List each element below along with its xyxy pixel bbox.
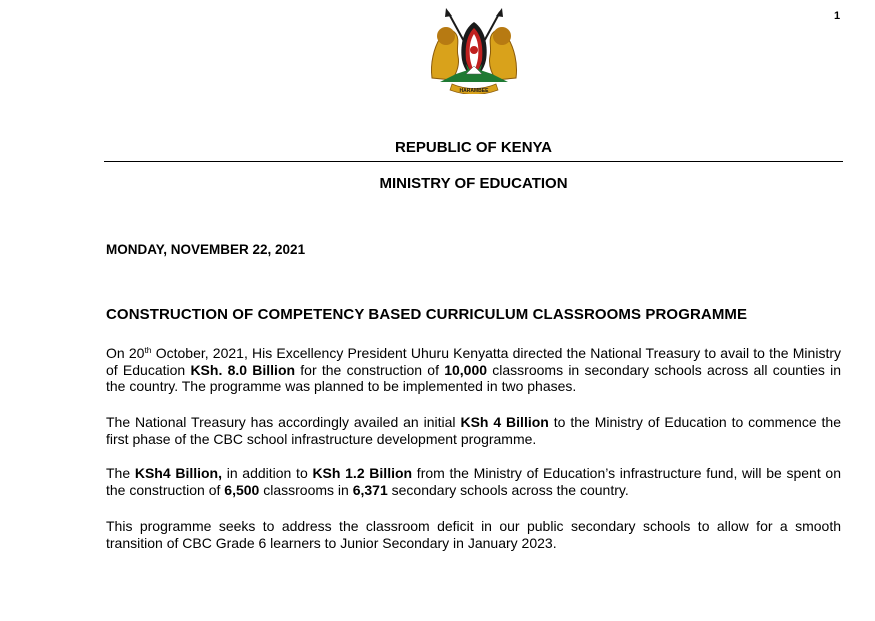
paragraph-2: The National Treasury has accordingly availed an initial KSh 4 Billion to the Ministry of Education to commence the first phase of the CBC school infrastructure development programme. <box>106 414 842 447</box>
document-title: CONSTRUCTION OF COMPETENCY BASED CURRICULUM CLASSROOMS PROGRAMME <box>106 306 748 323</box>
page-number: 1 <box>834 10 841 22</box>
emblem-motto: HARAMBEE <box>459 88 489 94</box>
ministry-heading: MINISTRY OF EDUCATION <box>379 175 568 192</box>
paragraph-4: This programme seeks to address the classroom deficit in our public secondary schools to allow for a smooth transition of CBC Grade 6 learners to Junior Secondary in January 2023. <box>106 518 841 551</box>
paragraph-1: On 20th October, 2021, His Excellency President Uhuru Kenyatta directed the National Treasury to avail to the Ministry of Education KSh. 8.0 Billion for the construction of 10,000 classrooms in secondary schools across all counties in the country. The programme was planned to be implemented in two phases. <box>106 345 842 394</box>
country-heading: REPUBLIC OF KENYA <box>395 139 552 156</box>
header-divider <box>104 161 843 162</box>
paragraph-3: The KSh4 Billion, in addition to KSh 1.2 Billion from the Ministry of Education’s infrastructure fund, will be spent on the construction of 6,500 classrooms in 6,371 secondary schools across the country. <box>106 465 842 498</box>
release-date: MONDAY, NOVEMBER 22, 2021 <box>106 242 306 257</box>
coat-of-arms-emblem <box>426 8 522 94</box>
